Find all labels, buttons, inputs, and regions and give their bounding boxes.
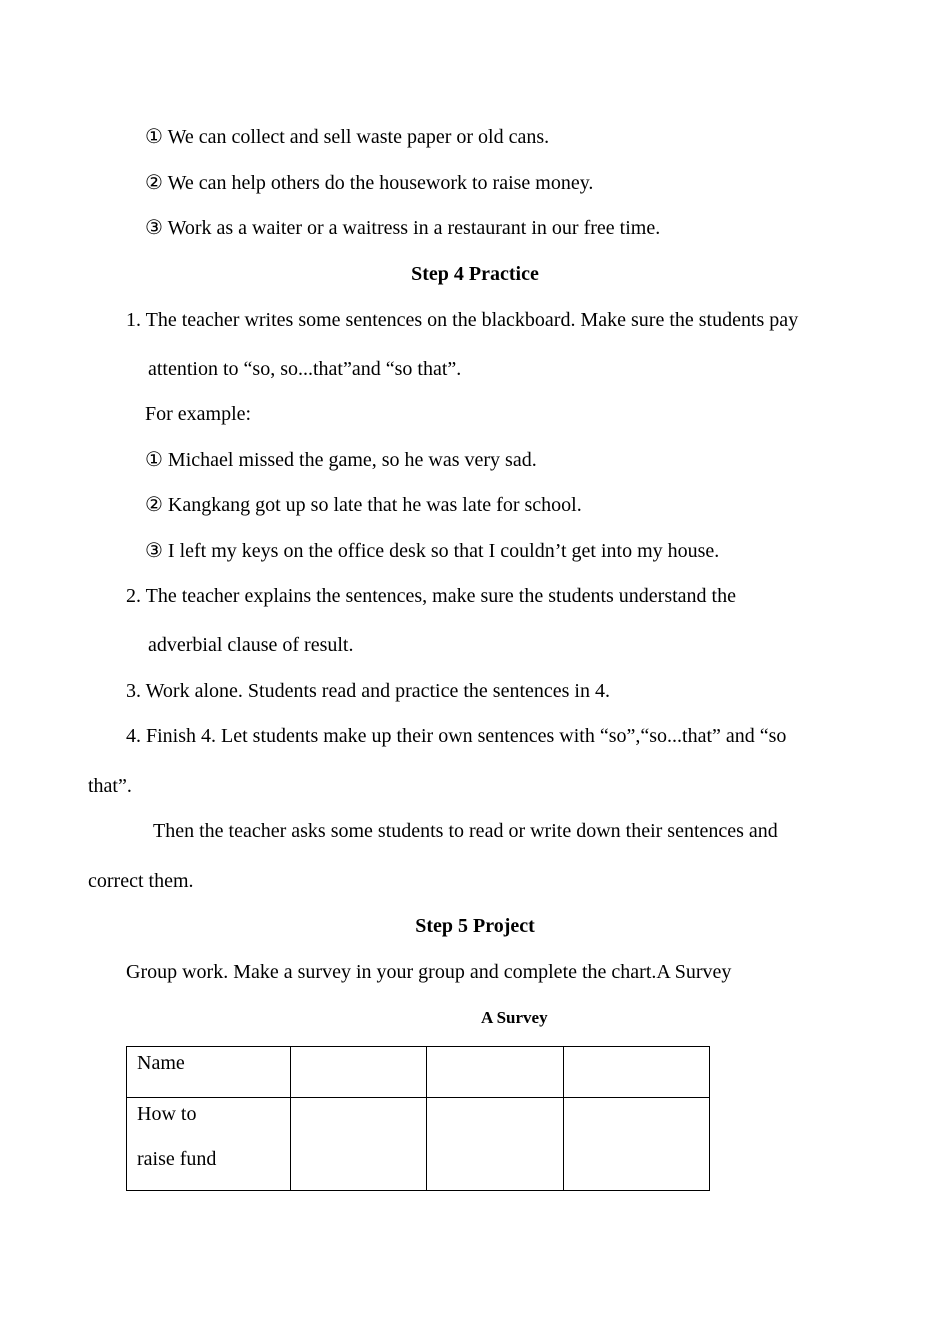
step5-instruction: Group work. Make a survey in your group and complete the chart.A Survey	[126, 961, 732, 983]
table-cell-raise-fund-label: How to raise fund	[127, 1098, 291, 1191]
table-cell-empty	[290, 1098, 426, 1191]
table-cell-empty	[290, 1047, 426, 1098]
step4-item1-line1: 1. The teacher writes some sentences on the blackboard. Make sure the students pay	[126, 309, 799, 331]
step4-item4-line4: correct them.	[88, 870, 194, 892]
step4-item1-line2: attention to “so, so...that”and “so that”.	[148, 358, 462, 380]
step4-item4-line3: Then the teacher asks some students to read or write down their sentences and	[153, 820, 778, 842]
example-2: ② Kangkang got up so late that he was late for school.	[145, 494, 582, 516]
step4-item3: 3. Work alone. Students read and practice the sentences in 4.	[126, 680, 610, 702]
example-3: ③ I left my keys on the office desk so that I couldn’t get into my house.	[145, 540, 720, 562]
table-cell-empty	[427, 1098, 563, 1191]
for-example-label: For example:	[145, 403, 252, 425]
table-cell-empty	[563, 1047, 709, 1098]
table-cell-empty	[427, 1047, 563, 1098]
step4-item4-line1: 4. Finish 4. Let students make up their own sentences with “so”,“so...that” and “so	[126, 725, 787, 747]
table-row	[127, 1047, 710, 1098]
table-cell-name-label: Name	[127, 1047, 291, 1098]
table-cell-empty	[563, 1098, 709, 1191]
step4-item4-line2: that”.	[88, 775, 132, 797]
step5-heading: Step 5 Project	[415, 915, 535, 937]
step4-item2-line1: 2. The teacher explains the sentences, make sure the students understand the	[126, 585, 736, 607]
step4-item2-line2: adverbial clause of result.	[148, 634, 354, 656]
table-row	[127, 1098, 710, 1191]
example-1: ① Michael missed the game, so he was very sad.	[145, 449, 537, 471]
survey-table	[126, 1046, 710, 1191]
intro-item-3: ③ Work as a waiter or a waitress in a restaurant in our free time.	[145, 217, 661, 239]
step4-heading: Step 4 Practice	[411, 263, 539, 285]
intro-item-2: ② We can help others do the housework to raise money.	[145, 172, 594, 194]
survey-table-title: A Survey	[481, 1008, 548, 1027]
intro-item-1: ① We can collect and sell waste paper or old cans.	[145, 126, 550, 148]
